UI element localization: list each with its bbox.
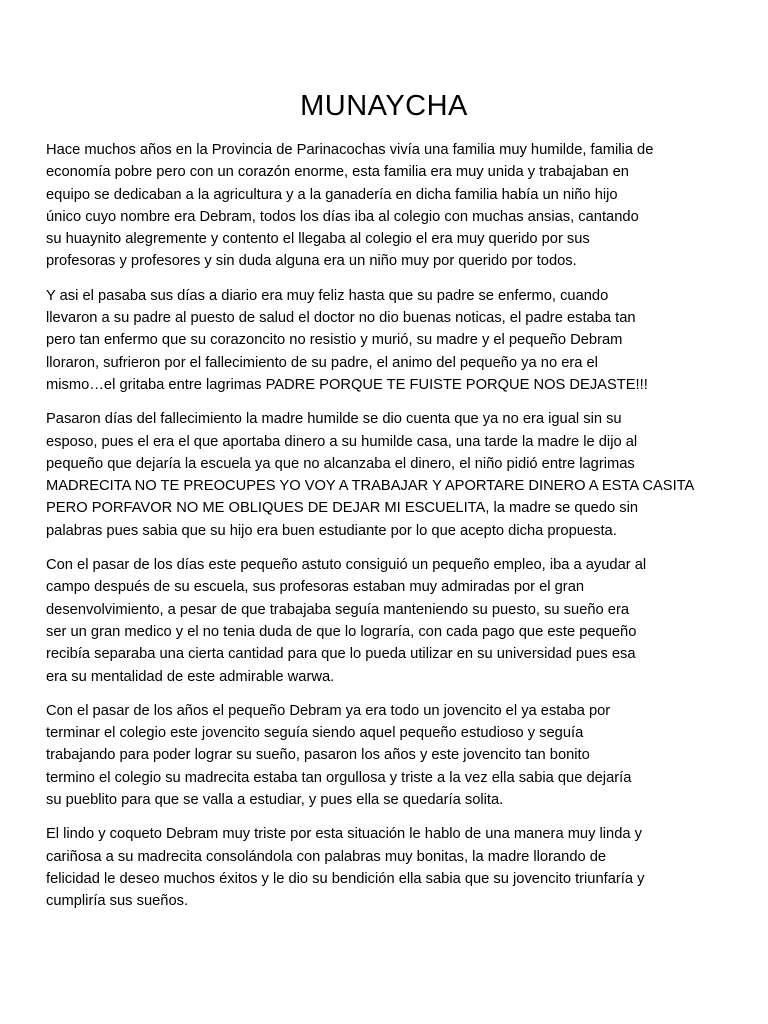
text-line: cariñosa a su madrecita consolándola con palabras muy bonitas, la madre llorando de: [46, 848, 607, 865]
text-line: pero tan enfermo que su corazoncito no resistio y murió, su madre y el pequeño Debram: [46, 332, 623, 349]
text-line: PERO PORFAVOR NO ME OBLIQUES DE DEJAR MI ESCUELITA, la madre se quedo sin: [46, 500, 639, 517]
paragraph-4: [46, 554, 722, 688]
text-line: su huaynito alegremente y contento el llegaba al colegio el era muy querido por sus: [46, 231, 590, 248]
text-line: MADRECITA NO TE PREOCUPES YO VOY A TRABAJAR Y APORTARE DINERO A ESTA CASITA: [46, 478, 695, 495]
text-line: lloraron, sufrieron por el fallecimiento de su padre, el animo del pequeño ya no era el: [46, 354, 598, 371]
document-body: [46, 139, 722, 925]
text-line: pequeño que dejaría la escuela ya que no alcanzaba el dinero, el niño pidió entre lagrimas: [46, 455, 635, 472]
text-line: equipo se dedicaban a la agricultura y a la ganadería en dicha familia había un niño hijo: [46, 186, 618, 203]
text-line: felicidad le deseo muchos éxitos y le dio su bendición ella sabia que su jovencito triunfaría y: [46, 870, 645, 887]
paragraph-1: [46, 139, 722, 273]
paragraph-5: [46, 700, 722, 811]
text-line: Hace muchos años en la Provincia de Parinacochas vivía una familia muy humilde, familia de: [46, 142, 654, 158]
text-line: trabajando para poder lograr su sueño, pasaron los años y este jovencito tan bonito: [46, 747, 590, 764]
text-line: El lindo y coqueto Debram muy triste por esta situación le hablo de una manera muy linda y: [46, 826, 642, 843]
text-line: mismo…el gritaba entre lagrimas PADRE PORQUE TE FUISTE PORQUE NOS DEJASTE!!!: [46, 376, 648, 393]
paragraph-2: [46, 285, 722, 396]
text-line: recibía separaba una cierta cantidad para que lo pueda utilizar en su universidad pues esa: [46, 646, 636, 663]
text-line: único cuyo nombre era Debram, todos los días iba al colegio con muchas ansias, cantando: [46, 208, 639, 225]
text-line: llevaron a su padre al puesto de salud el doctor no dio buenas noticas, el padre estaba tan: [46, 310, 636, 327]
text-line: ser un gran medico y el no tenia duda de que lo lograría, con cada pago que este pequeño: [46, 623, 637, 640]
document-title: MUNAYCHA: [300, 90, 468, 122]
paragraph-3: [46, 408, 722, 542]
text-line: termino el colegio su madrecita estaba tan orgullosa y triste a la vez ella sabia que dejaría: [46, 769, 632, 786]
text-line: Con el pasar de los años el pequeño Debram ya era todo un jovencito el ya estaba por: [46, 702, 611, 719]
text-line: Pasaron días del fallecimiento la madre humilde se dio cuenta que ya no era igual sin su: [46, 411, 622, 428]
text-line: cumpliría sus sueños.: [46, 893, 189, 910]
text-line: terminar el colegio este jovencito seguía siendo aquel pequeño estudioso y seguía: [46, 725, 584, 742]
text-line: esposo, pues el era el que aportaba dinero a su humilde casa, una tarde la madre le dijo al: [46, 433, 638, 450]
text-line: su pueblito para que se valla a estudiar, y pues ella se quedaría solita.: [46, 792, 504, 809]
paragraph-6: [46, 823, 722, 912]
text-line: campo después de su escuela, sus profesoras estaban muy admiradas por el gran: [46, 579, 585, 596]
text-line: profesoras y profesores y sin duda alguna era un niño muy por querido por todos.: [46, 253, 577, 270]
text-line: Y asi el pasaba sus días a diario era muy feliz hasta que su padre se enfermo, cuando: [46, 287, 609, 304]
text-line: Con el pasar de los días este pequeño astuto consiguió un pequeño empleo, iba a ayudar al: [46, 557, 647, 574]
text-line: era su mentalidad de este admirable warwa.: [46, 668, 335, 685]
text-line: palabras pues sabia que su hijo era buen estudiante por lo que acepto dicha propuesta.: [46, 522, 617, 539]
text-line: economía pobre pero con un corazón enorme, esta familia era muy unida y trabajaban en: [46, 164, 629, 181]
text-line: desenvolvimiento, a pesar de que trabajaba seguía manteniendo su puesto, su sueño era: [46, 601, 630, 618]
